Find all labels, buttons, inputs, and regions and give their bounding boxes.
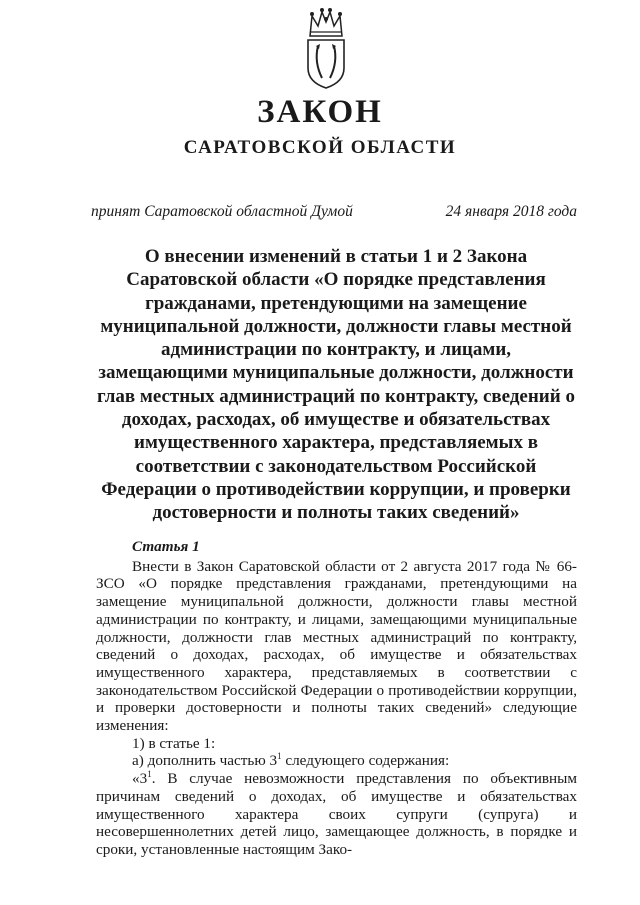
document-subtitle: САРАТОВСКОЙ ОБЛАСТИ <box>183 137 457 158</box>
superscript: 1 <box>277 751 282 762</box>
document-title: ЗАКОН <box>257 94 383 130</box>
quoted-paragraph <box>96 770 577 859</box>
quoted-paragraph-number: «3 <box>132 770 148 788</box>
article-intro-paragraph: Внести в Закон Саратовской области от 2 августа 2017 года № 66-ЗСО «О порядке представления гражданами, претендующими на замещение муниципальной должности, должности главы местной администрации по контракту, и лицами, замещающими муниципальные должности, должности глав местных администраций по контракту, сведений о доходах, расходах, об имуществе и обязательствах имущественного характера, представляемых в соответствии с законодательством Российской Федерации о противодействии коррупции, и проверки достоверности и полноты таких сведений» следующие изменения: <box>96 557 577 735</box>
list-item-a <box>96 752 577 770</box>
adopted-by: принят Саратовской областной Думой <box>91 203 353 220</box>
adoption-line <box>91 203 577 221</box>
list-item-1: 1) в статье 1: <box>132 734 216 752</box>
saratov-coat-of-arms-icon <box>300 2 352 92</box>
adoption-date: 24 января 2018 года <box>445 203 577 220</box>
law-name: О внесении изменений в статьи 1 и 2 Закона Саратовской области «О порядке представления гражданами, претендующими на замещение муниципальной должности, должности главы местной администрации по контракту, и лицами, замещающими муниципальные должности, должности глав местных администраций по контракту, сведений о доходах, расходах, об имуществе и обязательствах имущественного характера, представляемых в соответствии с законодательством Российской Федерации о противодействии коррупции, и проверки достоверности и полноты таких сведений» <box>97 246 575 524</box>
article-heading: Статья 1 <box>132 538 200 555</box>
quoted-paragraph-text: . В случае невозможности представления по объективным причинам сведений о доходах, об имуществе и обязательствах имущественного характера своих супруги (супруга) и несовершеннолетних детей лицо, замещающее должность, в порядке и сроки, установленные настоящим Зако- <box>96 770 577 858</box>
document-body <box>96 538 577 859</box>
superscript: 1 <box>147 769 152 780</box>
list-item-a-text: а) дополнить частью 3 <box>132 752 278 770</box>
list-item-a-text-end: следующего содержания: <box>281 752 450 770</box>
